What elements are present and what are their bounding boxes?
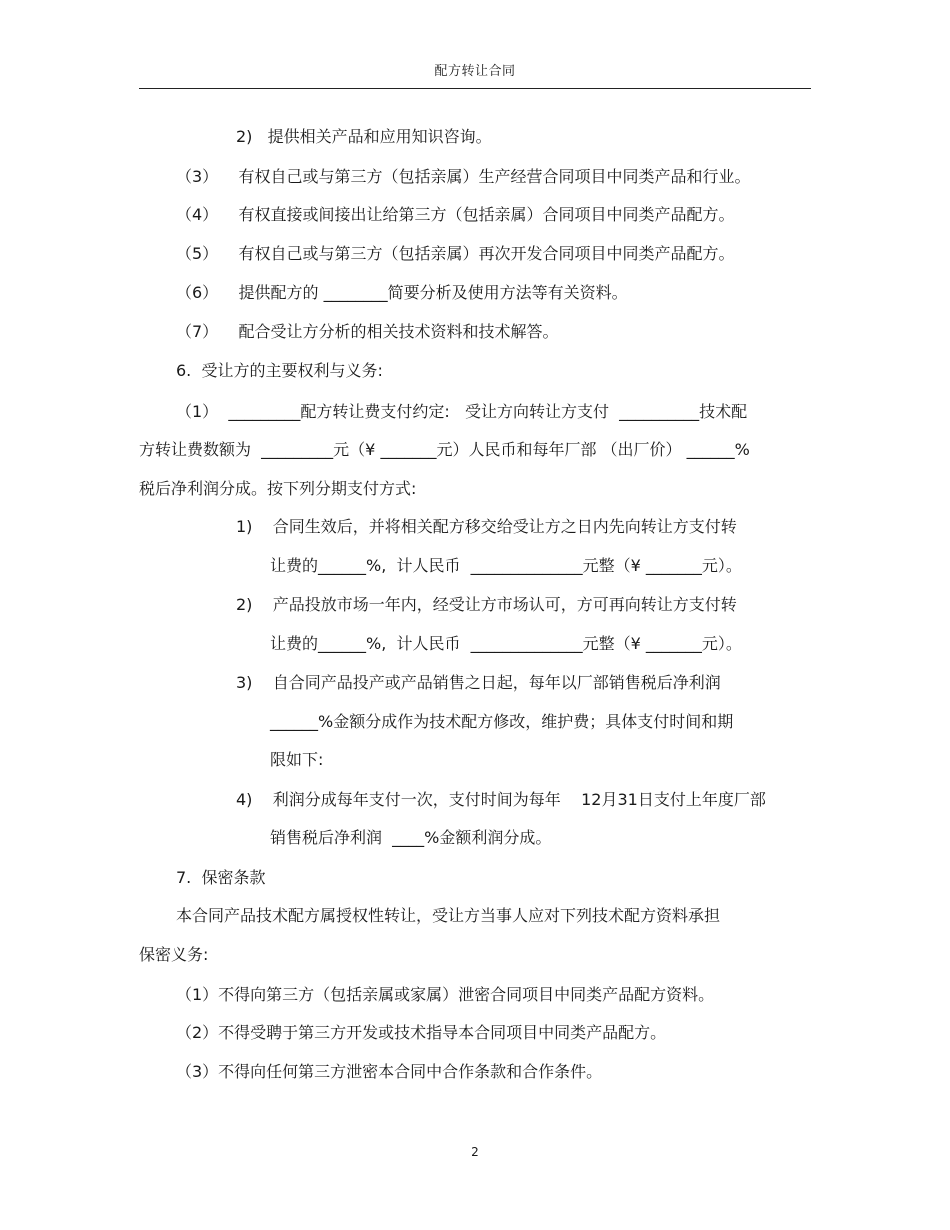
section-heading: 6. 受让方的主要权利与义务: [176,361,383,380]
body-line: 方转让费数额为 _________元（¥ _______元）人民币和每年厂部 （出厂价） ______% [139,440,750,459]
body-line: 本合同产品技术配方属授权性转让，受让方当事人应对下列技术配方资料承担 [176,906,721,925]
body-line: （6） 提供配方的 ________简要分析及使用方法等有关资料。 [176,283,628,302]
body-line: ______%金额分成作为技术配方修改，维护费；具体支付时间和期 [270,712,734,731]
body-line: 2) 产品投放市场一年内，经受让方市场认可，方可再向转让方支付转 [236,595,737,614]
body-line: （1） _________配方转让费支付约定: 受让方向转让方支付 __________技术配 [176,402,748,421]
body-line: 销售税后净利润 ____%金额利润分成。 [270,828,552,847]
body-line: 1) 合同生效后，并将相关配方移交给受让方之日内先向转让方支付转 [236,517,737,536]
document-header: 配方转让合同 [434,64,516,79]
body-line: 4) 利润分成每年支付一次，支付时间为每年 12月31日支付上年度厂部 [236,790,766,809]
section-heading: 7. 保密条款 [176,868,266,887]
body-line: 保密义务: [139,945,209,964]
body-line: （7） 配合受让方分析的相关技术资料和技术解答。 [176,322,559,341]
body-line: 让费的______%, 计人民币 ______________元整（¥ _______元）。 [270,556,742,575]
body-line: 3) 自合同产品投产或产品销售之日起，每年以厂部销售税后净利润 [236,673,721,692]
page-number: 2 [471,1145,479,1159]
body-line: 税后净利润分成。按下列分期支付方式: [139,479,417,498]
body-line: 2) 提供相关产品和应用知识咨询。 [236,127,492,146]
body-line: （5） 有权自己或与第三方（包括亲属）再次开发合同项目中同类产品配方。 [176,244,735,263]
body-line: （1）不得向第三方（包括亲属或家属）泄密合同项目中同类产品配方资料。 [176,985,715,1004]
body-line: （3） 有权自己或与第三方（包括亲属）生产经营合同项目中同类产品和行业。 [176,167,751,186]
body-line: （3）不得向任何第三方泄密本合同中合作条款和合作条件。 [176,1062,603,1081]
body-line: 让费的______%, 计人民币 ______________元整（¥ _______元）。 [270,634,742,653]
body-line: 限如下: [270,750,324,769]
header-rule [139,88,811,89]
body-line: （4） 有权直接或间接出让给第三方（包括亲属）合同项目中同类产品配方。 [176,205,735,224]
body-line: （2）不得受聘于第三方开发或技术指导本合同项目中同类产品配方。 [176,1023,667,1042]
